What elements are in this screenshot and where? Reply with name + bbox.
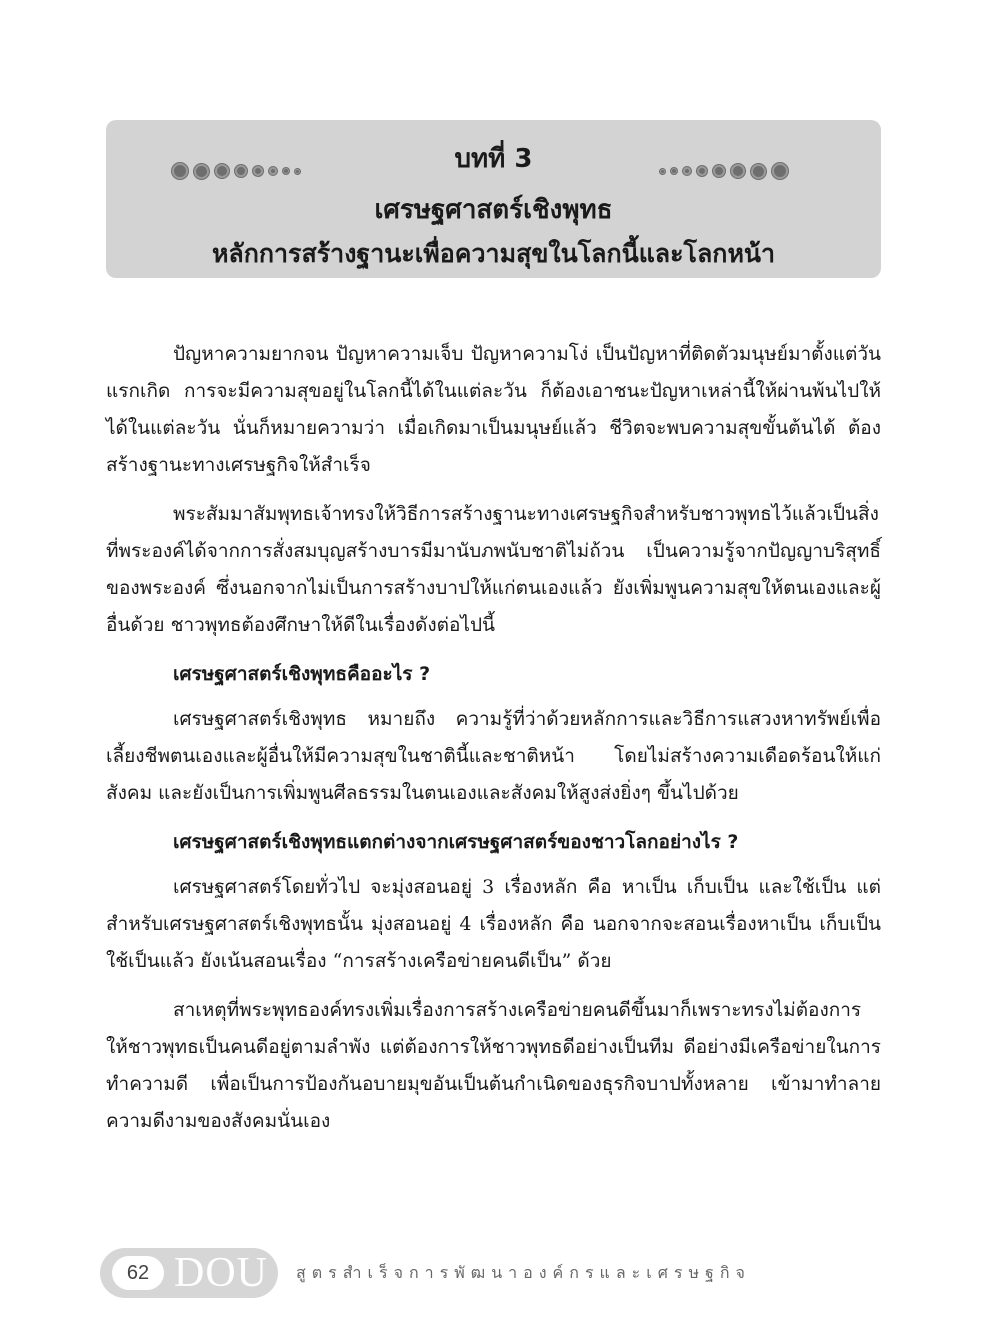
footer-tab xyxy=(100,1248,278,1298)
page-number: 62 xyxy=(112,1256,164,1290)
page-footer xyxy=(100,1248,751,1298)
paragraph: ปัญหาความยากจน ปัญหาความเจ็บ ปัญหาความโง่ เป็นปัญหาที่ติดตัวมนุษย์มาตั้งแต่วันแรกเกิด การจะมีความสุขอยู่ในโลกนี้ได้ในแต่ละวัน ก็ต้องเอาชนะปัญหาเหล่านี้ให้ผ่านพ้นไปให้ได้ในแต่ละวัน นั่นก็หมายความว่า เมื่อเกิดมาเป็นมนุษย์แล้ว ชีวิตจะพบความสุขขั้นต้นได้ ต้องสร้างฐานะทางเศรษฐกิจให้สำเร็จ xyxy=(106,343,881,476)
body-content xyxy=(106,336,881,1152)
paragraph: เศรษฐศาสตร์เชิงพุทธ หมายถึง ความรู้ที่ว่าด้วยหลักการและวิธีการแสวงหาทรัพย์เพื่อเลี้ยงชีพตนเองและผู้อื่นให้มีความสุขในชาตินี้และชาติหน้า โดยไม่สร้างความเดือดร้อนให้แก่สังคม และยังเป็นการเพิ่มพูนศีลธรรมในตนเองและสังคมให้สูงส่งยิ่งๆ ขึ้นไปด้วย xyxy=(106,708,881,804)
section-heading: เศรษฐศาสตร์เชิงพุทธแตกต่างจากเศรษฐศาสตร์ของชาวโลกอย่างไร ? xyxy=(173,831,739,853)
paragraph: เศรษฐศาสตร์โดยทั่วไป จะมุ่งสอนอยู่ 3 เรื่องหลัก คือ หาเป็น เก็บเป็น และใช้เป็น แต่สำหรับเศรษฐศาสตร์เชิงพุทธนั้น มุ่งสอนอยู่ 4 เรื่องหลัก คือ นอกจากจะสอนเรื่องหาเป็น เก็บเป็น ใช้เป็นแล้ว ยังเน้นสอนเรื่อง “การสร้างเครือข่ายคนดีเป็น” ด้วย xyxy=(106,876,881,972)
book-title: สูตรสำเร็จการพัฒนาองค์กรและเศรษฐกิจ xyxy=(296,1262,751,1282)
section-heading: เศรษฐศาสตร์เชิงพุทธคืออะไร ? xyxy=(173,663,431,685)
chapter-subtitle: หลักการสร้างฐานะเพื่อความสุขในโลกนี้และโลกหน้า xyxy=(211,239,776,268)
paragraph: สาเหตุที่พระพุทธองค์ทรงเพิ่มเรื่องการสร้างเครือข่ายคนดีขึ้นมาก็เพราะทรงไม่ต้องการให้ชาวพุทธเป็นคนดีอยู่ตามลำพัง แต่ต้องการให้ชาวพุทธดีอย่างเป็นทีม ดีอย่างมีเครือข่ายในการทำความดี เพื่อเป็นการป้องกันอบายมุขอันเป็นต้นกำเนิดของธุรกิจบาปทั้งหลาย เข้ามาทำลายความดีงามของสังคมนั่นเอง xyxy=(106,999,881,1132)
chapter-label: บทที่ 3 xyxy=(454,144,533,174)
paragraph: พระสัมมาสัมพุทธเจ้าทรงให้วิธีการสร้างฐานะทางเศรษฐกิจสำหรับชาวพุทธไว้แล้วเป็นสิ่งที่พระองค์ได้จากการสั่งสมบุญสร้างบารมีมานับภพนับชาติไม่ถ้วน เป็นความรู้จากปัญญาบริสุทธิ์ของพระองค์ ซึ่งนอกจากไม่เป็นการสร้างบาปให้แก่ตนเองแล้ว ยังเพิ่มพูนความสุขให้ตนเองและผู้อื่นด้วย ชาวพุทธต้องศึกษาให้ดีในเรื่องดังต่อไปนี้ xyxy=(106,503,881,636)
chapter-title: เศรษฐศาสตร์เชิงพุทธ xyxy=(374,195,613,225)
dou-logo: DOU xyxy=(174,1250,268,1296)
